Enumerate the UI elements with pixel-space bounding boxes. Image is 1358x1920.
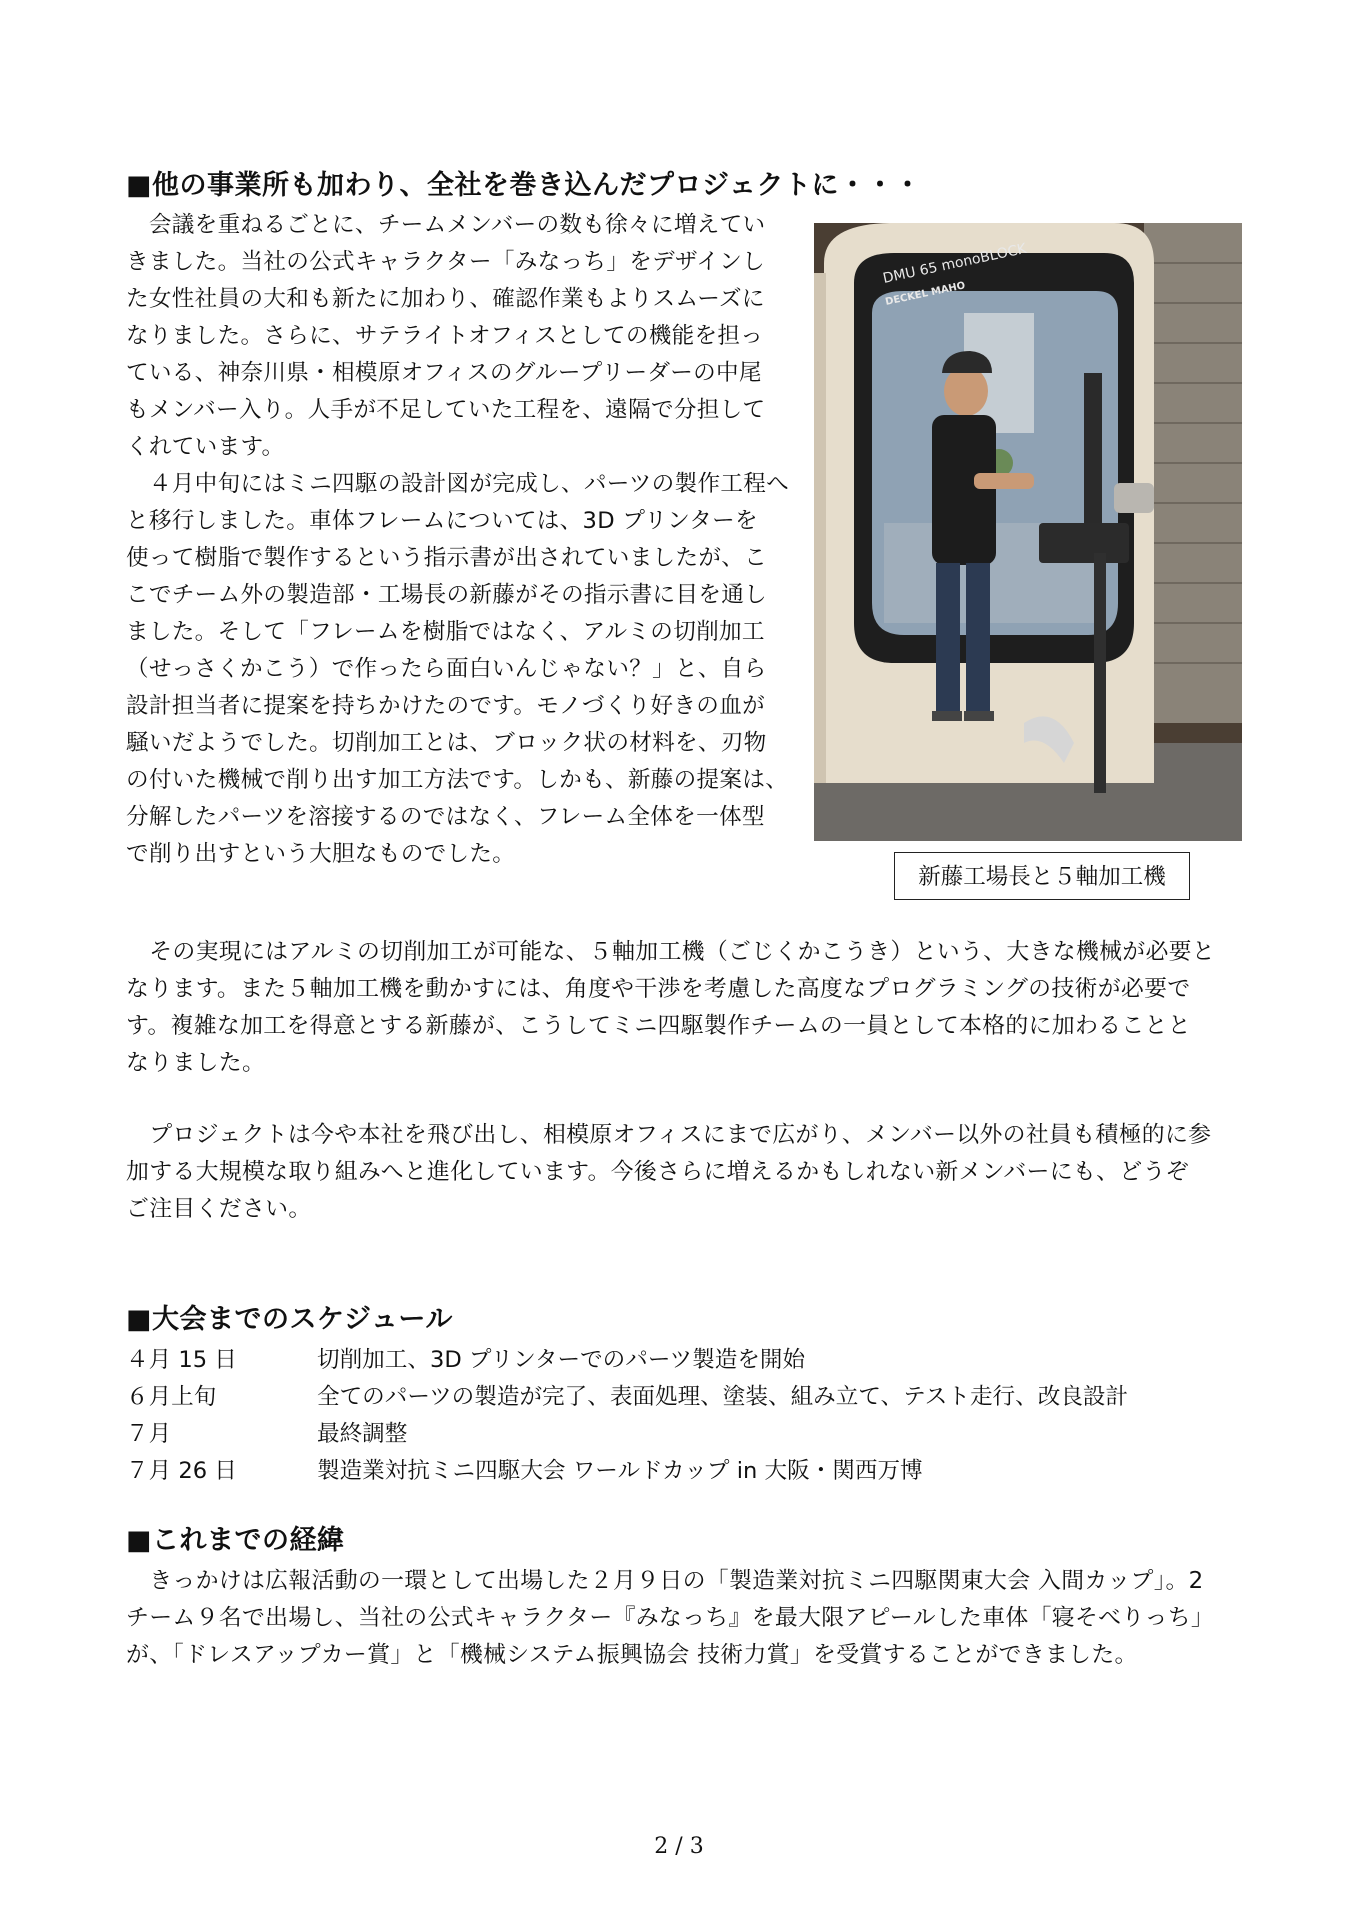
section-heading-history: ■これまでの経緯 xyxy=(126,1525,345,1556)
text-line: 設計担当者に提案を持ちかけたのです。モノづくり好きの血が xyxy=(126,693,765,719)
text-line: プロジェクトは今や本社を飛び出し、相模原オフィスにまで広がり、メンバー以外の社員も積極的に参 xyxy=(126,1122,1212,1148)
text-line: きました。当社の公式キャラクター「みなっち」をデザインし xyxy=(126,249,765,275)
text-line: ました。そして「フレームを樹脂ではなく、アルミの切削加工 xyxy=(126,619,765,645)
text-line: す。複雑な加工を得意とする新藤が、こうしてミニ四駆製作チームの一員として本格的に加わることと xyxy=(126,1013,1191,1039)
text-line: ４月中旬にはミニ四駆の設計図が完成し、パーツの製作工程へ xyxy=(126,471,790,497)
schedule-event: 最終調整 xyxy=(317,1421,408,1447)
photo-caption: 新藤工場長と５軸加工機 xyxy=(894,852,1190,900)
text-line: 会議を重ねるごとに、チームメンバーの数も徐々に増えてい xyxy=(126,212,766,238)
text-line: なります。また５軸加工機を動かすには、角度や干渉を考慮した高度なプログラミングの技術が必要で xyxy=(126,976,1191,1002)
machine-photo xyxy=(814,223,1242,841)
text-line: 分解したパーツを溶接するのではなく、フレーム全体を一体型 xyxy=(126,804,765,830)
section-heading-project: ■他の事業所も加わり、全社を巻き込んだプロジェクトに・・・ xyxy=(126,170,922,201)
text-line: きっかけは広報活動の一環として出場した２月９日の「製造業対抗ミニ四駆関東大会 入間カップ」。2 xyxy=(126,1568,1204,1594)
text-line: （せっさくかこう）で作ったら面白いんじゃない？」と、自ら xyxy=(126,656,767,682)
text-line: が、「ドレスアップカー賞」と「機械システム振興協会 技術力賞」を受賞することができました。 xyxy=(126,1642,1138,1668)
text-line: こでチーム外の製造部・工場長の新藤がその指示書に目を通し xyxy=(126,582,768,608)
schedule-event: 製造業対抗ミニ四駆大会 ワールドカップ in 大阪・関西万博 xyxy=(317,1458,923,1484)
text-line: ている、神奈川県・相模原オフィスのグループリーダーの中尾 xyxy=(126,360,762,386)
machine-brand-label: DECKEL MAHO xyxy=(884,280,967,308)
schedule-date: ６月上旬 xyxy=(126,1384,217,1410)
text-line: その実現にはアルミの切削加工が可能な、５軸加工機（ごじくかこうき）という、大きな機械が必要と xyxy=(126,939,1216,965)
section-heading-schedule: ■大会までのスケジュール xyxy=(126,1304,453,1335)
text-line: ご注目ください。 xyxy=(126,1196,312,1222)
text-line: チーム９名で出場し、当社の公式キャラクター『みなっち』を最大限アピールした車体「寝そべりっち」 xyxy=(126,1605,1215,1631)
schedule-date: ４月 15 日 xyxy=(126,1347,237,1373)
text-line: で削り出すという大胆なものでした。 xyxy=(126,841,516,867)
text-line: 使って樹脂で製作するという指示書が出されていましたが、こ xyxy=(126,545,768,571)
schedule-date: ７月 xyxy=(126,1421,172,1447)
machine-model-label: DMU 65 monoBLOCK xyxy=(881,240,1028,287)
text-line: もメンバー入り。人手が不足していた工程を、遠隔で分担して xyxy=(126,397,766,423)
text-line: くれています。 xyxy=(126,434,285,460)
schedule-event: 全てのパーツの製造が完了、表面処理、塗装、組み立て、テスト走行、改良設計 xyxy=(317,1384,1129,1410)
text-line: と移行しました。車体フレームについては、3D プリンターを xyxy=(126,508,758,534)
text-line: なりました。 xyxy=(126,1050,266,1076)
text-line: た女性社員の大和も新たに加わり、確認作業もよりスムーズに xyxy=(126,286,765,312)
text-line: 加する大規模な取り組みへと進化しています。今後さらに増えるかもしれない新メンバーにも、どうぞ xyxy=(126,1159,1189,1185)
machine-photo-illustration xyxy=(814,223,1242,841)
schedule-date: ７月 26 日 xyxy=(126,1458,237,1484)
page-number: 2 / 3 xyxy=(654,1834,704,1859)
text-line: 騒いだようでした。切削加工とは、ブロック状の材料を、刃物 xyxy=(126,730,767,756)
schedule-event: 切削加工、3D プリンターでのパーツ製造を開始 xyxy=(317,1347,806,1373)
text-line: なりました。さらに、サテライトオフィスとしての機能を担っ xyxy=(126,323,764,349)
text-line: の付いた機械で削り出す加工方法です。しかも、新藤の提案は、 xyxy=(126,767,789,793)
